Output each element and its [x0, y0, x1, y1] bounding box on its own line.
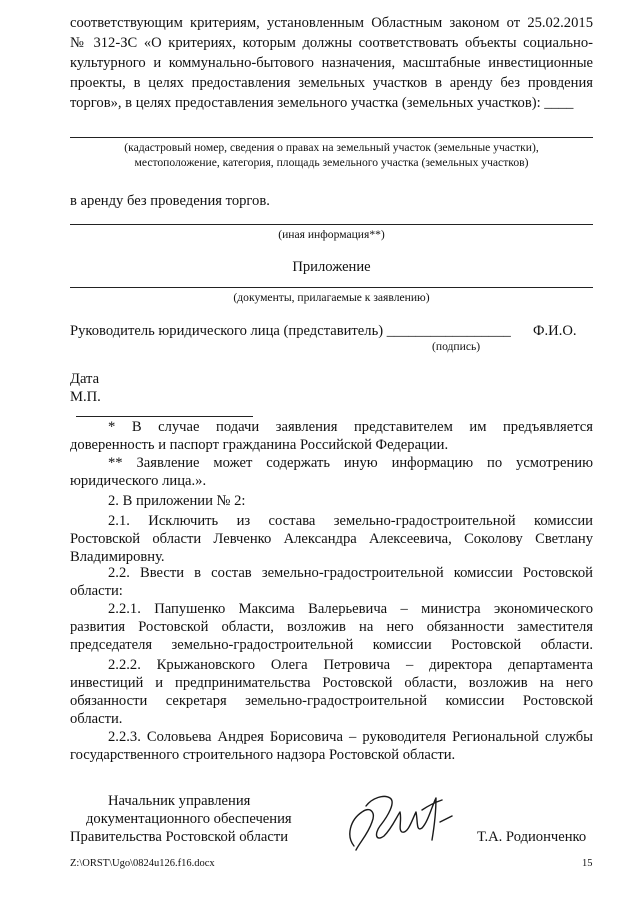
item-2-2-1-line-2: развития Ростовской области, возложив на него обязанности заместителя [70, 619, 593, 635]
item-2-2-2-line-3: обязанности секретаря земельно-градостроительной комиссии Ростовской [70, 693, 593, 709]
underline-other-info [70, 224, 593, 225]
appendix-title: Приложение [292, 259, 371, 275]
signatory-title-1: Начальник управления [108, 793, 251, 809]
signatory-name: Т.А. Родионченко [477, 829, 587, 845]
footnote-separator [76, 416, 253, 417]
item-2-2-2-line-1: 2.2.2. Крыжановского Олега Петровича – директора департамента [108, 657, 593, 673]
page-number: 15 [582, 858, 593, 869]
body-line-1: соответствующим критериям, установленным Областным законом от 25.02.2015 [70, 15, 593, 31]
body-line-4: проекты, в целях предоставления земельных участков в аренду без провдения [70, 75, 593, 91]
caption-other-info: (иная информация**) [278, 228, 385, 241]
item-2-2-1-line-1: 2.2.1. Папушенко Максима Валерьевича – министра экономического [108, 601, 593, 617]
caption-signature: (подпись) [432, 340, 481, 353]
item-2-2-line-2: области: [70, 583, 123, 599]
signatory-title-2: документационного обеспечения [86, 811, 292, 827]
footnote-line-1: * В случае подачи заявления представителем им предъявляется [108, 419, 593, 435]
underline-documents [70, 287, 593, 288]
footnote-line-3: ** Заявление может содержать иную информацию по усмотрению [108, 455, 593, 471]
footnote-line-2: доверенность и паспорт гражданина Российской Федерации. [70, 437, 449, 453]
item-2-2-1-line-3: председателя земельно-градостроительной комиссии Ростовской области. [70, 637, 593, 653]
item-2: 2. В приложении № 2: [108, 493, 246, 509]
caption-documents: (документы, прилагаемые к заявлению) [233, 291, 430, 304]
rent-text: в аренду без проведения торгов. [70, 193, 270, 209]
caption-parcel-1: (кадастровый номер, сведения о правах на земельный участок (земельные участки), [124, 141, 539, 154]
item-2-2-2-line-4: области. [70, 711, 123, 727]
footnote-line-4: юридического лица.». [70, 473, 207, 489]
signatory-title-3: Правительства Ростовской области [70, 829, 289, 845]
item-2-2-line-1: 2.2. Ввести в состав земельно-градостроительной комиссии Ростовской [108, 565, 593, 581]
item-2-1-line-3: Владимировну. [70, 549, 165, 565]
body-line-3: культурного и коммунально-бытового назначения, масштабные инвестиционные [70, 55, 593, 71]
seal-label: М.П. [70, 389, 101, 405]
item-2-1-line-2: Ростовской области Левченко Александра Алексеевича, Соколову Светлану [70, 531, 593, 547]
caption-parcel-2: местоположение, категория, площадь земельного участка (земельных участков) [134, 156, 529, 169]
footer-file-path: Z:\ORST\Ugo\0824u126.f16.docx [70, 858, 215, 869]
fio-label: Ф.И.О. [533, 323, 577, 339]
underline-parcel [70, 137, 593, 138]
date-label: Дата [70, 371, 100, 387]
item-2-2-2-line-2: инвестиций и предпринимательства Ростовской области, возложив на него [70, 675, 593, 691]
item-2-1-line-1: 2.1. Исключить из состава земельно-градостроительной комиссии [108, 513, 593, 529]
body-line-5: торгов», в целях предоставления земельного участка (земельных участков): ____ [70, 95, 574, 111]
head-signature-line: Руководитель юридического лица (представитель) _________________ [70, 323, 511, 339]
handwritten-signature [336, 776, 456, 860]
body-line-2: № 312-ЗС «О критериях, которым должны соответствовать объекты социально- [70, 35, 593, 51]
item-2-2-3-line-1: 2.2.3. Соловьева Андрея Борисовича – руководителя Региональной службы [108, 729, 593, 745]
item-2-2-3-line-2: государственного строительного надзора Ростовской области. [70, 747, 456, 763]
